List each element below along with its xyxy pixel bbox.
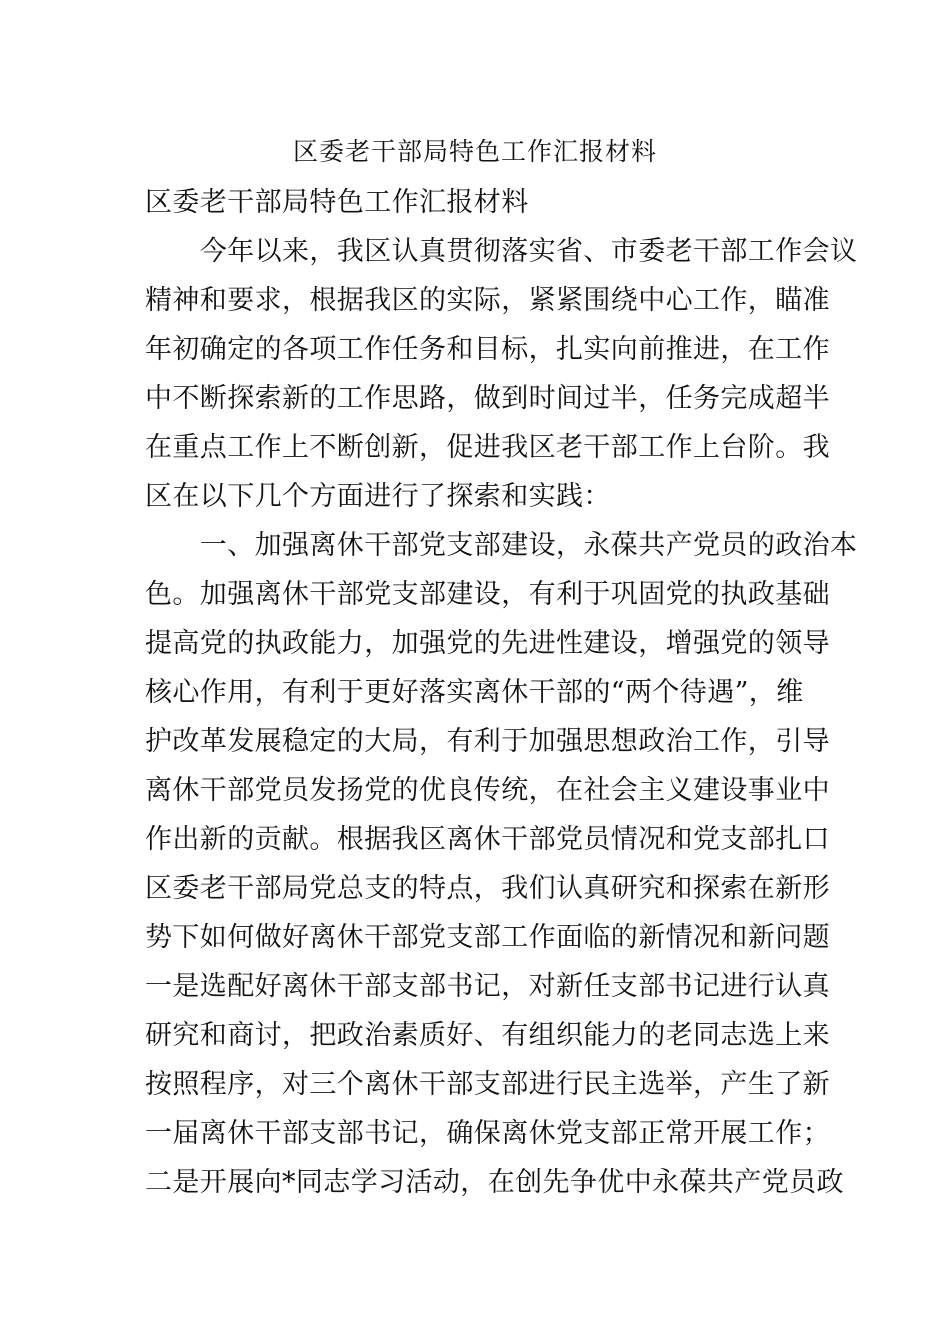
body-line: 核心作用，有利于更好落实离休干部的“两个待遇”，维 <box>145 677 804 708</box>
body-line: 今年以来，我区认真贯彻落实省、市委老干部工作会议 <box>145 236 858 267</box>
body-line: 一届离休干部支部书记，确保离休党支部正常开展工作； <box>145 1118 830 1149</box>
body-line: 一是选配好离休干部支部书记，对新任支部书记进行认真 <box>145 971 830 1002</box>
body-line: 势下如何做好离休干部党支部工作面临的新情况和新问题 <box>145 922 830 953</box>
body-line: 二是开展向*同志学习活动，在创先争优中永葆共产党员政 <box>145 1167 844 1198</box>
body-line: 离休干部党员发扬党的优良传统，在社会主义建设事业中 <box>145 775 830 806</box>
body-line: 研究和商讨，把政治素质好、有组织能力的老同志选上来 <box>145 1020 830 1051</box>
body-line: 区在以下几个方面进行了探索和实践： <box>145 481 611 512</box>
body-line: 区委老干部局党总支的特点，我们认真研究和探索在新形 <box>145 873 830 904</box>
body-line: 色。加强离休干部党支部建设，有利于巩固党的执政基础 <box>145 579 830 610</box>
document-title: 区委老干部局特色工作汇报材料 <box>292 137 657 166</box>
body-line: 区委老干部局特色工作汇报材料 <box>145 187 529 218</box>
body-line: 按照程序，对三个离休干部支部进行民主选举，产生了新 <box>145 1069 830 1100</box>
body-line: 精神和要求，根据我区的实际，紧紧围绕中心工作，瞄准 <box>145 285 830 316</box>
body-line: 作出新的贡献。根据我区离休干部党员情况和党支部扎口 <box>145 824 830 855</box>
body-line: 提高党的执政能力，加强党的先进性建设，增强党的领导 <box>145 628 830 659</box>
body-line: 一、加强离休干部党支部建设，永葆共产党员的政治本 <box>145 530 858 561</box>
body-line: 中不断探索新的工作思路，做到时间过半，任务完成超半 <box>145 383 830 414</box>
body-line: 在重点工作上不断创新，促进我区老干部工作上台阶。我 <box>145 432 830 463</box>
body-line: 年初确定的各项工作任务和目标，扎实向前推进，在工作 <box>145 334 830 365</box>
body-line: 护改革发展稳定的大局，有利于加强思想政治工作，引导 <box>145 726 830 757</box>
